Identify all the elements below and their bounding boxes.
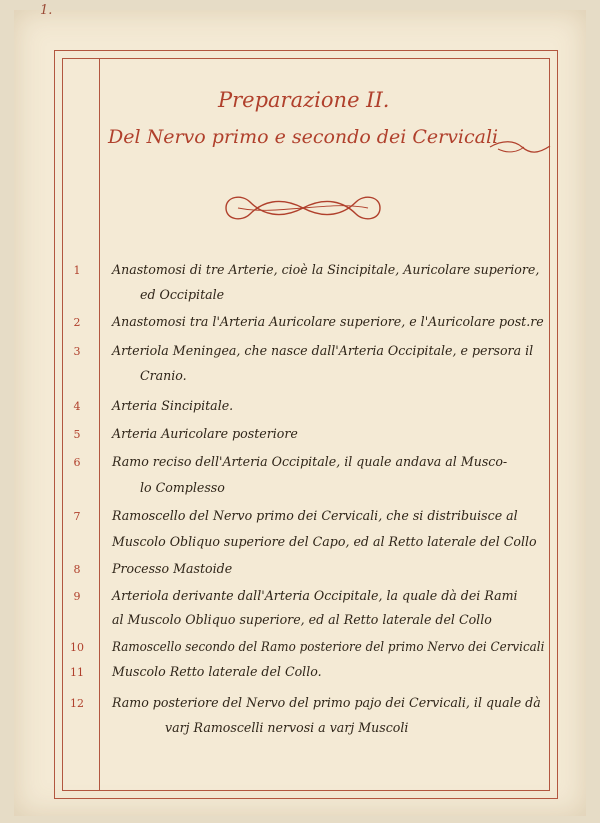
- entry-number: 7: [73, 510, 81, 523]
- entry-text: Arteriola derivante dall'Arteria Occipitale, la quale dà dei Rami: [112, 588, 518, 603]
- entry-text: Ramo posteriore del Nervo del primo pajo dei Cervicali, il quale dà: [112, 695, 541, 710]
- page-number: 1.: [40, 3, 53, 18]
- entry-text: Ramo reciso dell'Arteria Occipitale, il quale andava al Musco-: [112, 454, 508, 469]
- entry-text: Muscolo Obliquo superiore del Capo, ed al Retto laterale del Collo: [112, 534, 537, 549]
- entry-number: 11: [70, 666, 84, 679]
- entry-number: 1: [73, 264, 81, 277]
- entry-text: Cranio.: [140, 368, 187, 383]
- entry-text: Anastomosi di tre Arterie, cioè la Sincipitale, Auricolare superiore,: [112, 262, 540, 277]
- entry-text: Arteriola Meningea, che nasce dall'Arteria Occipitale, e persora il: [112, 343, 534, 358]
- entry-text: Anastomosi tra l'Arteria Auricolare superiore, e l'Auricolare post.re: [112, 314, 544, 329]
- page-subtitle: Del Nervo primo e secondo dei Cervicali: [108, 126, 499, 148]
- entry-text: Muscolo Retto laterale del Collo.: [112, 664, 322, 679]
- entry-number: 12: [70, 697, 84, 710]
- entry-number: 2: [73, 316, 81, 329]
- entry-text: ed Occipitale: [140, 287, 225, 302]
- margin-rule: [99, 58, 100, 791]
- entry-number: 3: [73, 345, 81, 358]
- entry-text: lo Complesso: [140, 480, 225, 495]
- entry-number: 5: [73, 428, 81, 441]
- entry-text: al Muscolo Obliquo superiore, ed al Retto laterale del Collo: [112, 612, 492, 627]
- entry-number: 9: [73, 590, 81, 603]
- entry-text: Processo Mastoide: [112, 561, 233, 576]
- entry-text: Arteria Sincipitale.: [112, 398, 234, 413]
- entry-text: Arteria Auricolare posteriore: [112, 426, 298, 441]
- subtitle-flourish-icon: [488, 138, 552, 156]
- entry-number: 6: [73, 456, 81, 469]
- entry-number: 10: [70, 641, 84, 654]
- entry-number: 4: [73, 400, 81, 413]
- entry-number: 8: [73, 563, 81, 576]
- page-title: Preparazione II.: [218, 88, 390, 112]
- inner-border: [62, 58, 550, 791]
- decorative-flourish-icon: [218, 186, 388, 230]
- entry-text: Ramoscello secondo del Ramo posteriore del primo Nervo dei Cervicali: [112, 639, 545, 654]
- entry-text: Ramoscello del Nervo primo dei Cervicali, che si distribuisce al: [112, 508, 518, 523]
- entry-text: varj Ramoscelli nervosi a varj Muscoli: [165, 720, 409, 735]
